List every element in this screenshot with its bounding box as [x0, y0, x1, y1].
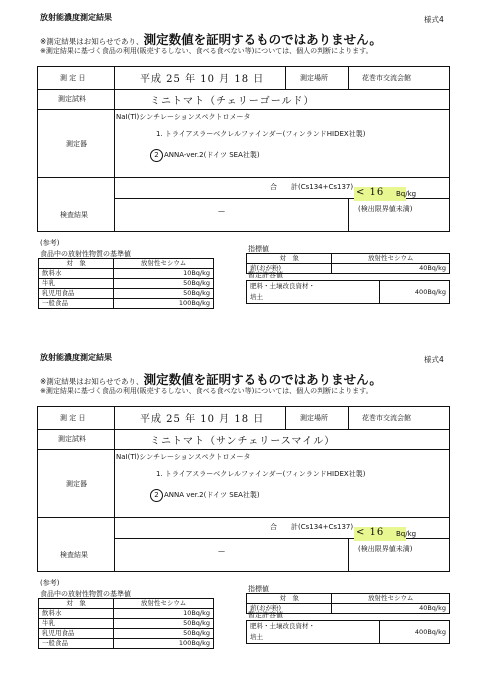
ref-value: 10Bq/kg [114, 269, 214, 279]
instrument-2-selected-mark: 2 [150, 149, 163, 162]
ind-value: 40Bq/kg [332, 604, 450, 614]
instrument-2-selected-mark: 2 [150, 489, 163, 502]
ind-target: 薪(おが粉) [247, 604, 332, 614]
form-title: 放射能濃度測定結果 [40, 13, 112, 22]
result-value: < 16 [356, 527, 385, 538]
measurement-form-1 [0, 0, 480, 320]
form-number: 様式4 [424, 355, 444, 364]
sample-value: ミニトマト（チェリーゴールド） [150, 96, 315, 107]
result-table [37, 406, 450, 572]
ref-value: 10Bq/kg [114, 609, 214, 619]
table-row [39, 639, 214, 649]
form-title: 放射能濃度測定結果 [40, 353, 112, 362]
result-dash: — [218, 207, 225, 215]
prov-target-b: 培土 [250, 633, 263, 641]
table-row [247, 281, 450, 304]
ref-value: 50Bq/kg [114, 619, 214, 629]
notice-line-2: ※測定結果に基づく食品の利用(販売するしない、食べる食べない等)については、個人の判断によります。 [40, 387, 373, 395]
sample-value: ミニトマト（サンチェリースマイル） [150, 436, 336, 447]
ind-header-target: 対 象 [247, 594, 332, 604]
measurement-form-2 [0, 340, 480, 660]
ref-header-target: 対 象 [39, 599, 114, 609]
provisional-table [246, 280, 450, 304]
result-table [37, 66, 450, 232]
instrument-1: 1. トライアスラーベクレルファインダー(フィンランドHIDEX社製) [156, 130, 366, 138]
ref-value: 100Bq/kg [114, 639, 214, 649]
ref-target: 飲料水 [39, 609, 114, 619]
instrument-1: 1. トライアスラーベクレルファインダー(フィンランドHIDEX社製) [156, 470, 366, 478]
prov-target-a: 肥料・土壌改良資材・ [250, 622, 315, 630]
table-row [39, 619, 214, 629]
instrument-2: ANNA ver.2(ドイツ SEA社製) [164, 491, 260, 499]
date-value: 平成 25 年 10 月 18 日 [140, 414, 265, 425]
ind-header-cesium: 放射性セシウム [332, 594, 450, 604]
ind-header-cesium: 放射性セシウム [332, 254, 450, 264]
instrument-label: 測定器 [66, 140, 87, 148]
date-label: 測 定 日 [60, 74, 86, 82]
provisional-label: 暫定許容値 [248, 271, 283, 279]
ref-target: 牛乳 [39, 619, 114, 629]
notice-prefix: ※測定結果はお知らせであり、 [40, 37, 144, 46]
ref-target: 一般食品 [39, 299, 114, 309]
ref-target: 牛乳 [39, 279, 114, 289]
place-value: 花巻市交流会館 [362, 414, 411, 422]
ind-header-target: 対 象 [247, 254, 332, 264]
prov-value: 400Bq/kg [379, 621, 449, 644]
ref-header-cesium: 放射性セシウム [114, 259, 214, 269]
ref-value: 50Bq/kg [114, 629, 214, 639]
ref-target: 一般食品 [39, 639, 114, 649]
ref-header-cesium: 放射性セシウム [114, 599, 214, 609]
prov-target-a: 肥料・土壌改良資材・ [250, 282, 315, 290]
instrument-label: 測定器 [66, 480, 87, 488]
reference-table [38, 598, 214, 649]
total-label: 合 計(Cs134+Cs137) [270, 183, 354, 191]
form-number: 様式4 [424, 15, 444, 24]
prov-target-b: 培土 [250, 293, 263, 301]
instrument-2: ANNA-ver.2(ドイツ SEA社製) [164, 151, 260, 159]
table-row [39, 609, 214, 619]
ref-value: 100Bq/kg [114, 299, 214, 309]
result-unit: Bq/kg [396, 190, 417, 198]
reference-table [38, 258, 214, 309]
provisional-label: 暫定許容値 [248, 611, 283, 619]
table-row [247, 621, 450, 644]
table-row [39, 289, 214, 299]
notice-emphasis: 測定数値を証明するものではありません。 [143, 372, 382, 387]
ref-target: 乳児用食品 [39, 289, 114, 299]
result-label: 検査結果 [60, 551, 88, 559]
ref-value: 50Bq/kg [114, 289, 214, 299]
result-label: 検査結果 [60, 211, 88, 219]
prov-value: 400Bq/kg [379, 281, 449, 304]
reference-title: (参考) [40, 579, 60, 587]
indicator-title: 指標値 [248, 585, 269, 593]
notice-prefix: ※測定結果はお知らせであり、 [40, 377, 144, 386]
notice-emphasis: 測定数値を証明するものではありません。 [143, 32, 382, 47]
instrument-type: NaI(Tl)シンチレーションスペクトロメータ [116, 113, 251, 121]
place-label: 測定場所 [300, 414, 328, 422]
ref-header-target: 対 象 [39, 259, 114, 269]
sample-label: 測定試料 [58, 435, 86, 443]
ref-target: 飲料水 [39, 269, 114, 279]
provisional-table [246, 620, 450, 644]
table-row [39, 299, 214, 309]
reference-title: (参考) [40, 239, 60, 247]
ref-value: 50Bq/kg [114, 279, 214, 289]
result-note: (検出限界値未満) [358, 545, 413, 553]
place-label: 測定場所 [300, 74, 328, 82]
table-row [39, 279, 214, 289]
date-label: 測 定 日 [60, 414, 86, 422]
instrument-type: NaI(Tl)シンチレーションスペクトロメータ [116, 453, 251, 461]
table-row [39, 629, 214, 639]
ref-target: 乳児用食品 [39, 629, 114, 639]
result-unit: Bq/kg [396, 530, 417, 538]
ind-value: 40Bq/kg [332, 264, 450, 274]
ind-target: 薪(おが粉) [247, 264, 332, 274]
indicator-title: 指標値 [248, 245, 269, 253]
table-row [39, 269, 214, 279]
place-value: 花巻市交流会館 [362, 74, 411, 82]
notice-line-2: ※測定結果に基づく食品の利用(販売するしない、食べる食べない等)については、個人の判断によります。 [40, 47, 373, 55]
result-note: (検出限界値未満) [358, 205, 413, 213]
reference-subtitle: 食品中の放射性物質の基準値 [40, 590, 131, 598]
result-value: < 16 [356, 187, 385, 198]
total-label: 合 計(Cs134+Cs137) [270, 523, 354, 531]
date-value: 平成 25 年 10 月 18 日 [140, 74, 265, 85]
result-dash: — [218, 547, 225, 555]
reference-subtitle: 食品中の放射性物質の基準値 [40, 250, 131, 258]
sample-label: 測定試料 [58, 95, 86, 103]
